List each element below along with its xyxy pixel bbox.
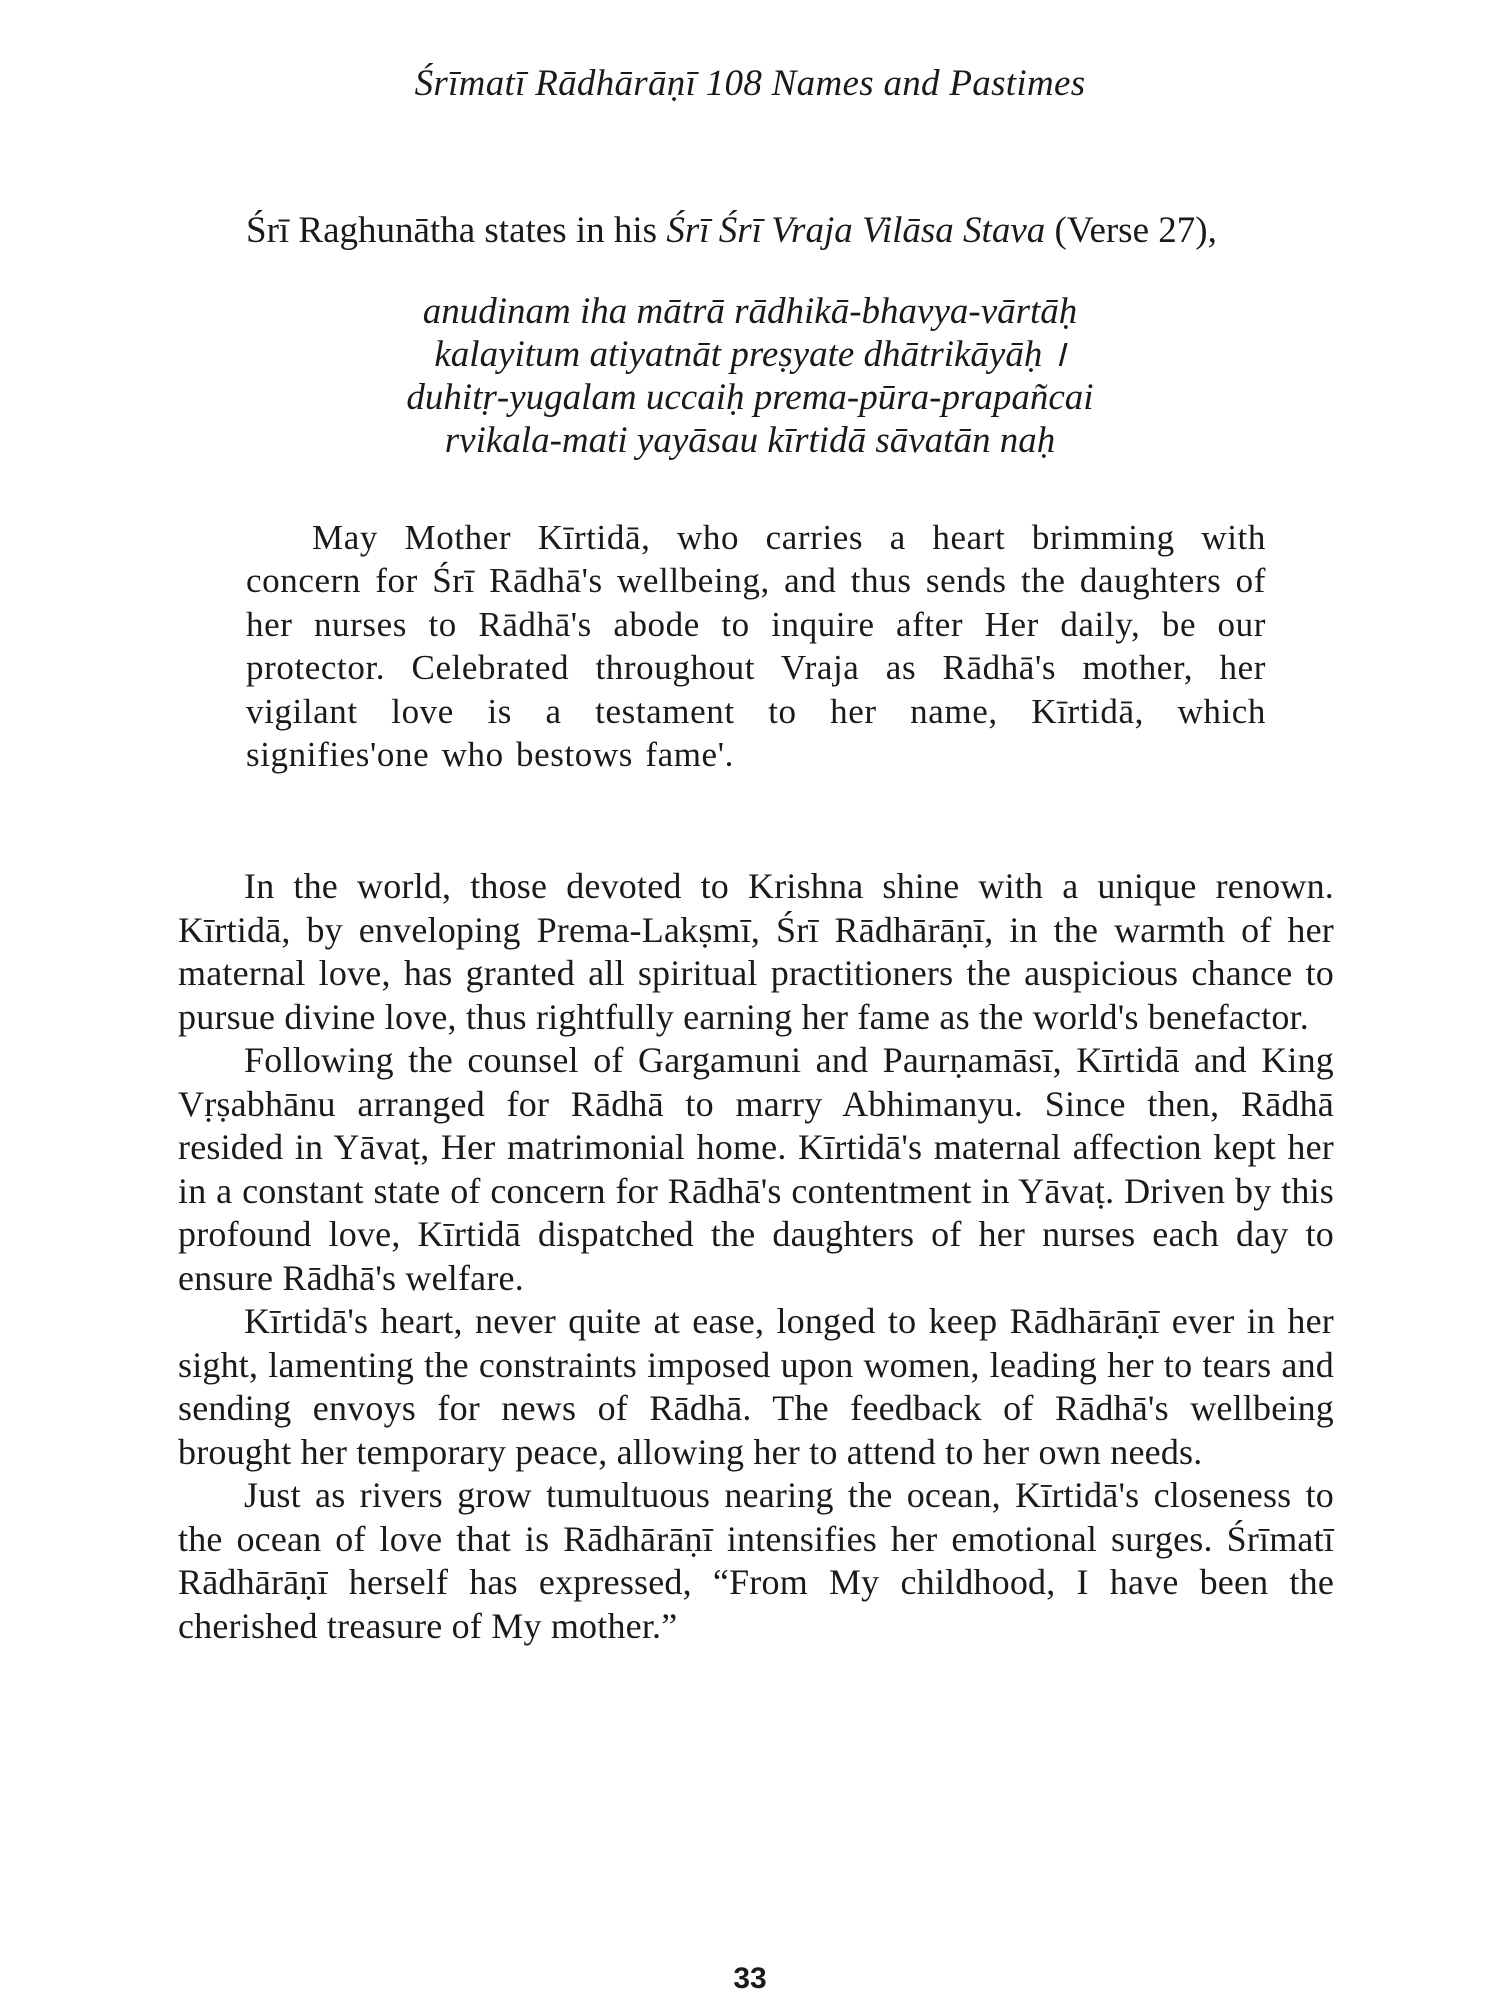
verse-translation: May Mother Kīrtidā, who carries a heart brimming with concern for Śrī Rādhā's wellbeing, and thus sends the daughters of her nurses to Rādhā's abode to inquire after Her daily, be our protector. Celebrated throughout Vraja as Rādhā's mother, her vigilant love is a testament to her name, Kīrtidā, which signifies'one who bestows fame'. (246, 518, 1266, 775)
running-head: Śrīmatī Rādhārāṇī 108 Names and Pastimes (414, 63, 1086, 104)
commentary-body (178, 865, 1334, 1648)
page-number: 33 (733, 1962, 767, 1995)
intro-sentence (246, 208, 1366, 254)
verse-line-1: anudinam iha mātrā rādhikā-bhavya-vārtāḥ (422, 291, 1078, 332)
intro-suffix: (Verse 27), (1045, 210, 1217, 251)
paragraph-3: Kīrtidā's heart, never quite at ease, longed to keep Rādhārāṇī ever in her sight, lamenting the constraints imposed upon women, leading her to tears and sending envoys for news of Rādhā. The feedback of Rādhā's wellbeing brought her temporary peace, allowing her to attend to her own needs. (178, 1301, 1334, 1472)
paragraph-2: Following the counsel of Gargamuni and Paurṇamāsī, Kīrtidā and King Vṛṣabhānu arranged for Rādhā to marry Abhimanyu. Since then, Rādhā resided in Yāvaṭ, Her matrimonial home. Kīrtidā's maternal affection kept her in a constant state of concern for Rādhā's contentment in Yāvaṭ. Driven by this profound love, Kīrtidā dispatched the daughters of her nurses each day to ensure Rādhā's welfare. (178, 1040, 1334, 1298)
verse-line-2: kalayitum atiyatnāt preṣyate dhātrikāyāḥ । (434, 334, 1066, 375)
source-title: Śrī Śrī Vraja Vilāsa Stava (666, 210, 1046, 251)
verse-line-4: rvikala-mati yayāsau kīrtidā sāvatān naḥ (444, 420, 1056, 461)
paragraph-1: In the world, those devoted to Krishna shine with a unique renown. Kīrtidā, by enveloping Prema-Lakṣmī, Śrī Rādhārāṇī, in the warmth of her maternal love, has granted all spiritual practitioners the auspicious chance to pursue divine love, thus rightfully earning her fame as the world's benefactor. (178, 866, 1334, 1037)
sanskrit-verse (0, 290, 1500, 462)
paragraph-4: Just as rivers grow tumultuous nearing the ocean, Kīrtidā's closeness to the ocean of love that is Rādhārāṇī intensifies her emotional surges. Śrīmatī Rādhārāṇī herself has expressed, “From My childhood, I have been the cherished treasure of My mother.” (178, 1475, 1334, 1646)
intro-prefix: Śrī Raghunātha states in his (246, 210, 667, 251)
verse-line-3: duhitṛ-yugalam uccaiḥ prema-pūra-prapañcai (406, 377, 1094, 418)
